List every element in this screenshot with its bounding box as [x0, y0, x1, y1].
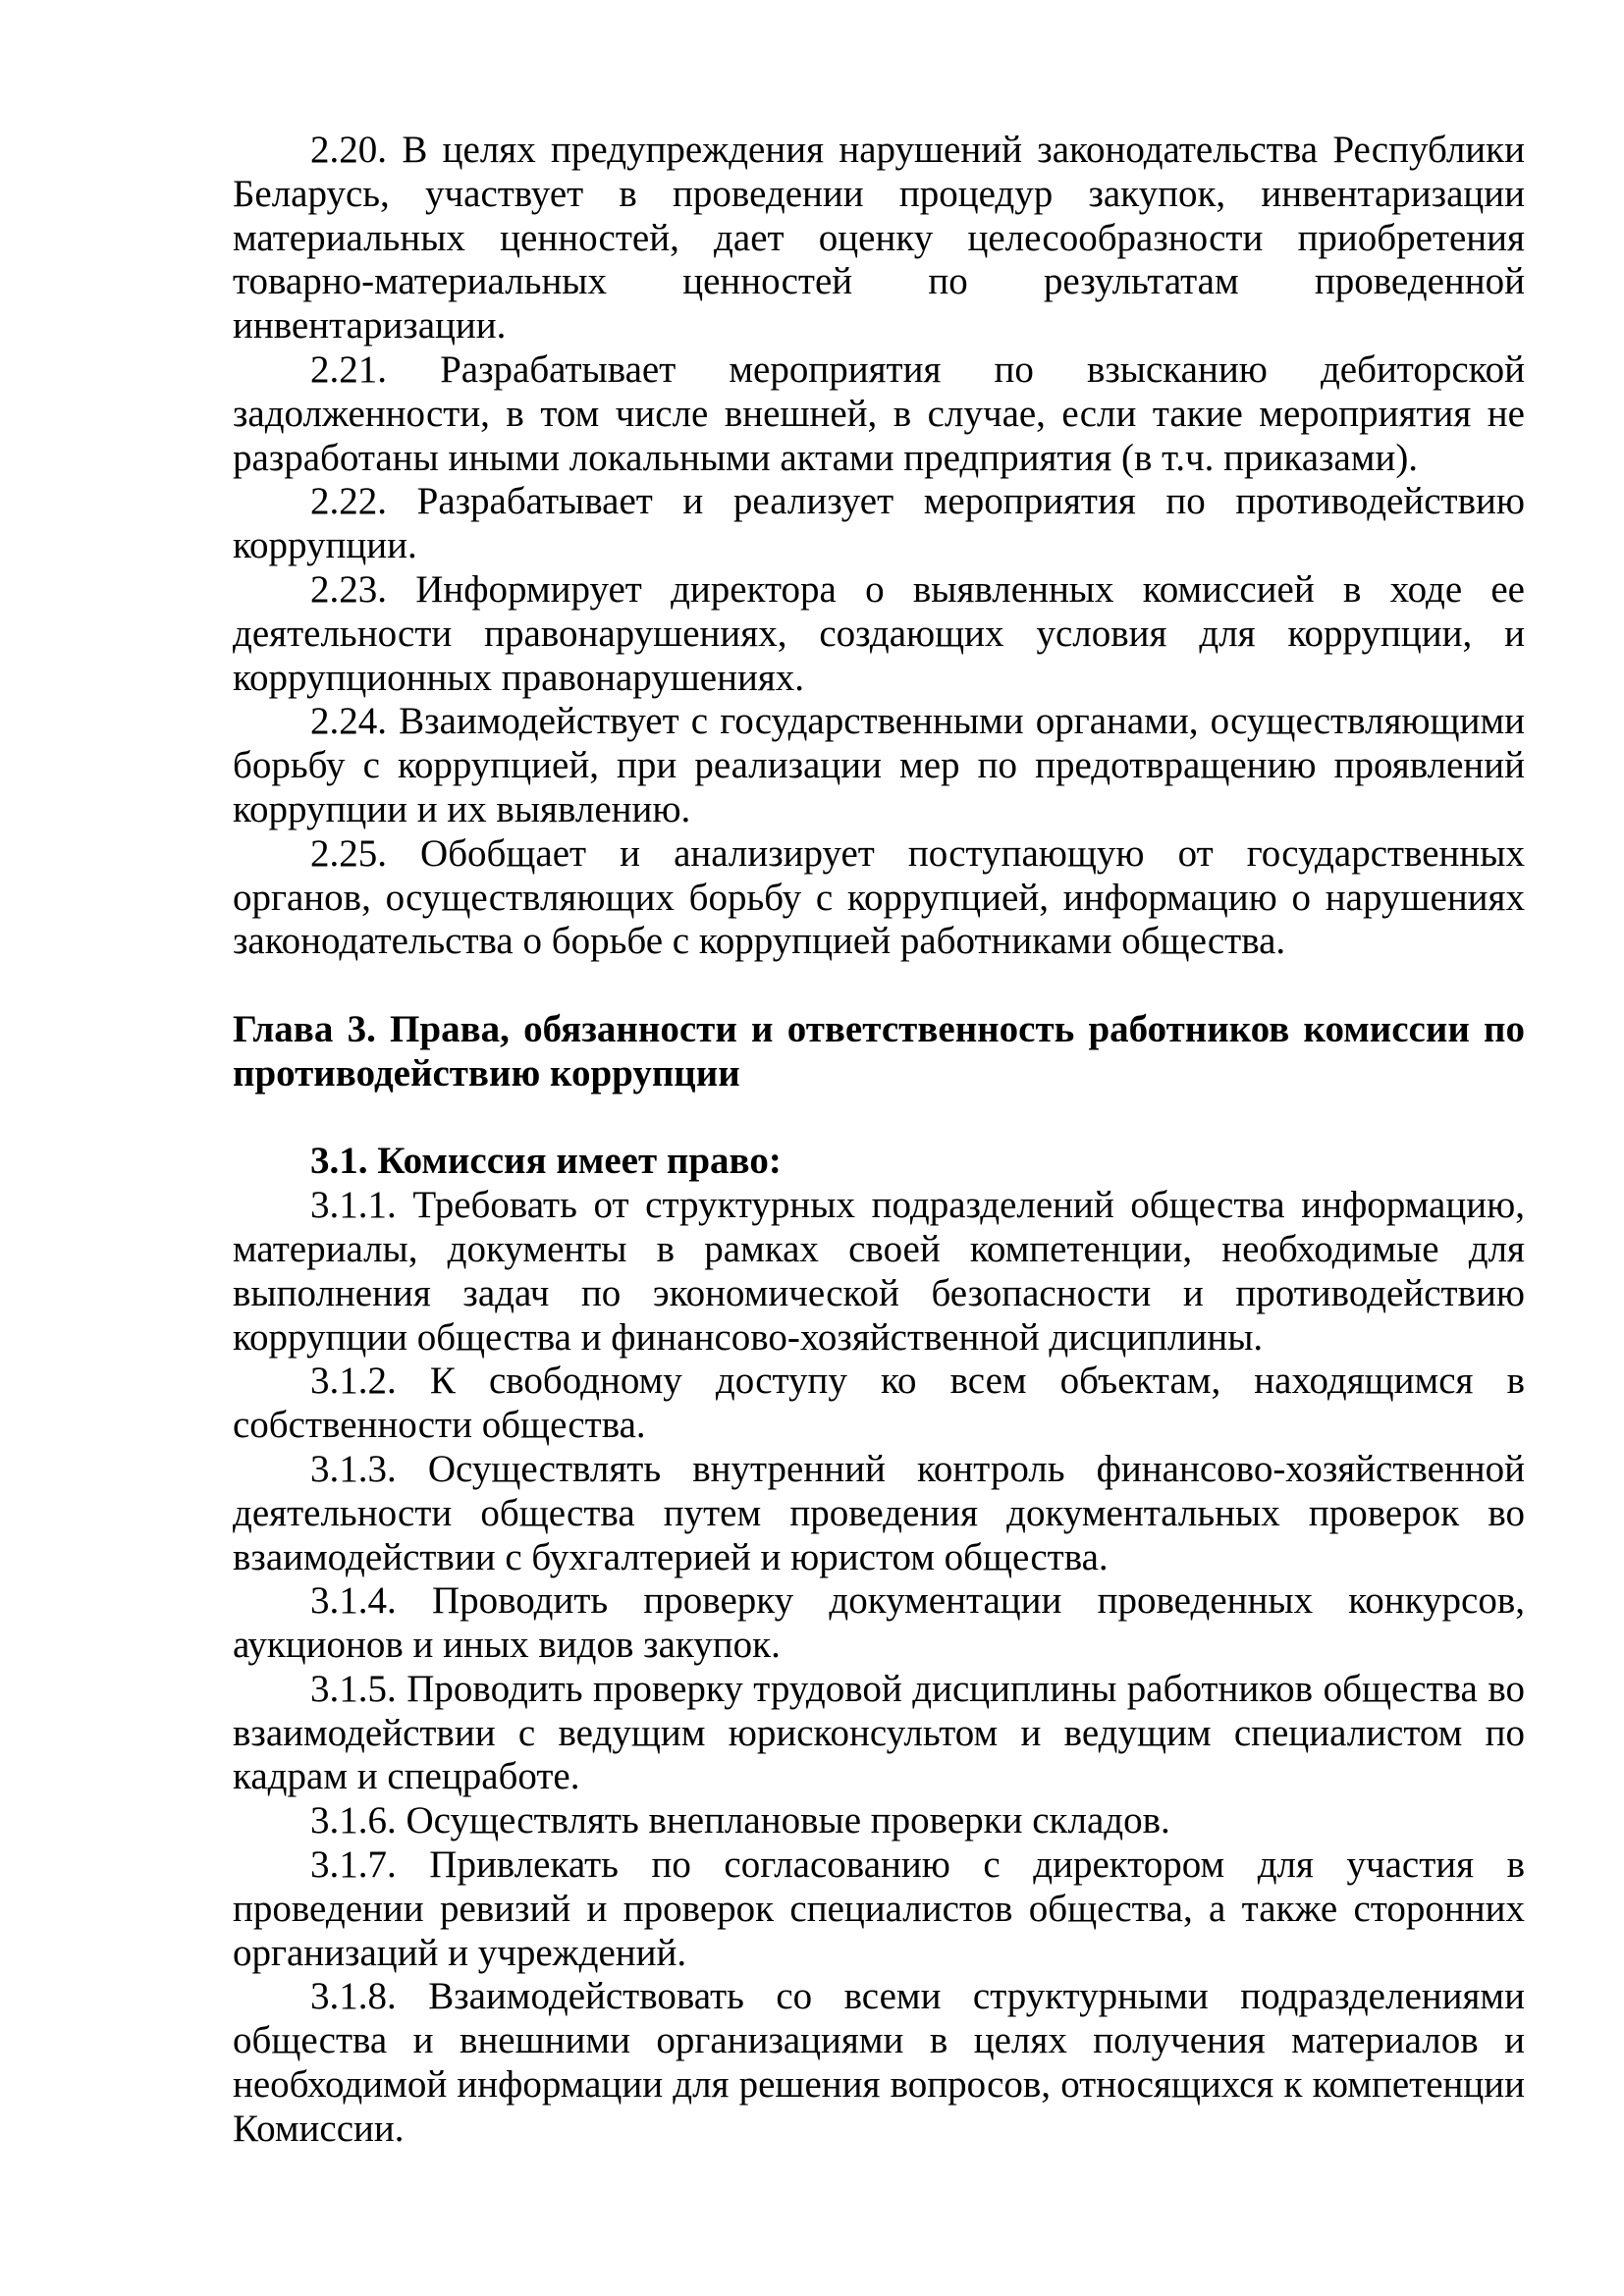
paragraph-2-25: 2.25. Обобщает и анализирует поступающую от государственных органов, осуществляющих борьбу с коррупцией, информацию о нарушениях законодательства о борьбе с коррупцией работниками общества. [233, 831, 1525, 963]
subsection-3-1-heading: 3.1. Комиссия имеет право: [310, 1140, 782, 1183]
paragraph-2-23: 2.23. Информирует директора о выявленных комиссией в ходе ее деятельности правонарушениях, создающих условия для коррупции, и коррупционных правонарушениях. [233, 567, 1525, 699]
document-page [233, 129, 1525, 2152]
paragraph-3-1-2: 3.1.2. К свободному доступу ко всем объектам, находящимся в собственности общества. [233, 1360, 1525, 1447]
paragraph-3-1-4: 3.1.4. Проводить проверку документации проведенных конкурсов, аукционов и иных видов закупок. [233, 1579, 1525, 1667]
paragraph-3-1-6: 3.1.6. Осуществлять внеплановые проверки складов. [310, 1799, 1170, 1842]
paragraph-2-21: 2.21. Разрабатывает мероприятия по взысканию дебиторской задолженности, в том числе внешней, в случае, если такие мероприятия не разработаны иными локальными актами предприятия (в т.ч. приказами). [233, 347, 1525, 479]
paragraph-2-24: 2.24. Взаимодействует с государственными органами, осуществляющими борьбу с коррупцией, при реализации мер по предотвращению проявлений коррупции и их выявлению. [233, 700, 1525, 830]
chapter-3-heading: Глава 3. Права, обязанности и ответственность работников комиссии по противодействию коррупции [233, 1007, 1525, 1095]
paragraph-2-22: 2.22. Разрабатывает и реализует мероприятия по противодействию коррупции. [233, 480, 1525, 567]
paragraph-3-1-7: 3.1.7. Привлекать по согласованию с директором для участия в проведении ревизий и проверок специалистов общества, а также сторонних организаций и учреждений. [233, 1843, 1525, 1974]
paragraph-3-1-5: 3.1.5. Проводить проверку трудовой дисциплины работников общества во взаимодействии с ведущим юрисконсультом и ведущим специалистом по кадрам и спецработе. [233, 1667, 1525, 1798]
paragraph-3-1-1: 3.1.1. Требовать от структурных подразделений общества информацию, материалы, документы в рамках своей компетенции, необходимые для выполнения задач по экономической безопасности и противодействию коррупции общества и финансово-хозяйственной дисциплины. [233, 1184, 1525, 1359]
paragraph-2-20: 2.20. В целях предупреждения нарушений законодательства Республики Беларусь, участвует в проведении процедур закупок, инвентаризации материальных ценностей, дает оценку целесообразности приобретения товарно-материальных ценностей по результатам проведенной инвентаризации. [233, 129, 1525, 347]
blank-line [233, 1096, 1525, 1141]
blank-line [233, 964, 1525, 1008]
paragraph-3-1-3: 3.1.3. Осуществлять внутренний контроль финансово-хозяйственной деятельности общества путем проведения документальных проверок во взаимодействии с бухгалтерией и юристом общества. [233, 1447, 1525, 1578]
paragraph-3-1-8: 3.1.8. Взаимодействовать со всеми структурными подразделениями общества и внешними организациями в целях получения материалов и необходимой информации для решения вопросов, относящихся к компетенции Комиссии. [233, 1975, 1525, 2150]
